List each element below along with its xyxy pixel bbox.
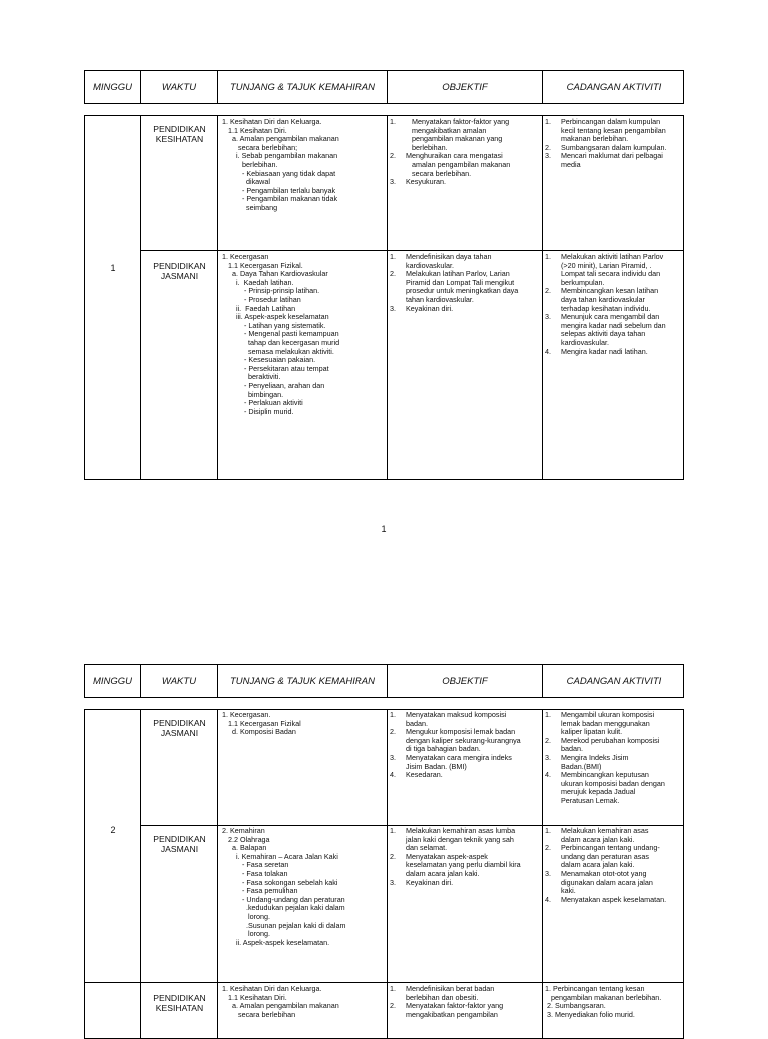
item-number: 2. [390,851,396,861]
item-number: 3. [545,312,551,322]
aktiviti-item [545,771,684,805]
item-text: Menyatakan faktor-faktor yang mengakibatkan pengambilan [406,1001,504,1019]
item-number: 2. [545,142,551,152]
col-divider [542,710,543,1038]
item-number: 1. [390,711,396,719]
header-objektif: OBJEKTIF [388,665,543,697]
table-body-page2 [84,709,684,1039]
tajuk-line: 1. Kecergasan [222,253,269,261]
objektif-item [390,253,540,270]
header-minggu: MINGGU [85,71,141,103]
tajuk-line: lorong. [222,911,270,921]
item-number: 3. [390,877,396,887]
tajuk-line: 1. Kesihatan Diri dan Keluarga. [222,985,322,993]
aktiviti-item [545,152,684,169]
row-divider [140,250,683,251]
tajuk-line: 1.1 Kesihatan Diri. [222,125,287,135]
tajuk-line: - Latihan yang sistematik. [222,320,326,330]
objektif-cell [390,711,540,780]
tajuk-line: berlebihan. [222,159,278,169]
item-text: Mengira kadar nadi latihan. [561,346,648,356]
tajuk-line: lorong. [222,929,270,939]
item-number: 2. [545,735,551,745]
item-text: Mengambil ukuran komposisi lemak badan menggunakan kaliper lipatan kulit. [561,711,655,737]
item-text: Melakukan kemahiran asas lumba jalan kaki dengan teknik yang sah dan selamat. [406,827,516,853]
aktiviti-item [545,348,684,357]
item-number: 3. [390,303,396,313]
tajuk-line: bimbingan. [222,389,284,399]
aktiviti-item [545,287,684,313]
header-objektif: OBJEKTIF [388,71,543,103]
tajuk-line: beraktiviti. [222,372,281,382]
tajuk-line: .Susunan pejalan kaki di dalam [222,920,346,930]
objektif-item [390,305,540,314]
tajuk-line: - Kesesuaian pakaian. [222,355,316,365]
col-divider [217,116,218,479]
header-tajuk: TUNJANG & TAJUK KEMAHIRAN [218,71,388,103]
header-tajuk: TUNJANG & TAJUK KEMAHIRAN [218,665,388,697]
item-text: Menamakan otot-otot yang digunakan dalam acara jalan kaki. [561,868,653,896]
objektif-cell [390,253,540,313]
minggu-number: 1 [110,263,116,273]
objektif-item [390,152,540,178]
item-number: 1. [390,827,396,835]
tajuk-line: secara berlebihan [222,1009,296,1019]
item-number: 4. [390,770,396,780]
tajuk-line: a. Daya Tahan Kardiovaskular [222,269,328,279]
waktu-cell: PENDIDIKAN KESIHATAN [153,993,206,1013]
objektif-item [390,270,540,304]
tajuk-line: - Mengenal pasti kemampuan [222,329,339,339]
tajuk-line: - Penyeliaan, arahan dan [222,380,325,390]
row-divider [140,825,683,826]
aktiviti-item [545,1011,684,1020]
item-text: Menyatakan aspek-aspek keselamatan yang perlu diambil kira dalam acara jalan kaki. [406,851,521,878]
minggu-number: 2 [110,825,116,835]
objektif-item [390,853,540,879]
item-text: Perbincangan dalam kumpulan kecil tentang kesan pengambilan makanan berlebihan. [561,118,666,144]
tajuk-line: - Disiplin murid. [222,406,294,416]
tajuk-line: semasa melakukan aktiviti. [222,346,334,356]
tajuk-line: 1. Kesihatan Diri dan Keluarga. [222,118,322,126]
col-divider [387,116,388,479]
aktiviti-item [545,253,684,287]
tajuk-line: dikawal [222,177,270,187]
item-number: 1. [390,985,396,993]
item-number: 3. [390,177,396,187]
tajuk-line: - Undang-undang dan peraturan [222,894,345,904]
item-text: Merekod perubahan komposisi badan. [561,735,660,754]
item-text: Menyatakan aspek keselamatan. [561,894,667,904]
tajuk-line: a. Amalan pengambilan makanan [222,1001,339,1011]
item-number: 3. [545,752,551,762]
item-text: Sumbangsaran dalam kumpulan. [561,142,667,152]
tajuk-line: ii. Aspek-aspek keselamatan. [222,937,330,947]
item-text: Menunjuk cara mengambil dan mengira kadar nadi sebelum dan selepas aktiviti daya tahan kardiovaskular. [561,312,666,347]
item-text: Membincangkan keputusan ukuran komposisi badan dengan merujuk kepada Jadual Peratusan Lemak. [561,770,665,805]
objektif-item [390,754,540,771]
item-text: 1. Perbincangan tentang kesan pengambilan makanan berlebihan. [545,985,662,1002]
item-text: Kesyukuran. [406,177,446,187]
tajuk-line: 2. Kemahiran [222,827,265,835]
waktu-cell: PENDIDIKAN KESIHATAN [153,124,206,144]
tajuk-cell [222,118,385,213]
waktu-cell: PENDIDIKAN JASMANI [153,834,206,854]
objektif-item [390,985,540,1002]
aktiviti-cell [545,985,684,1019]
aktiviti-cell [545,827,684,904]
item-number: 1. [545,118,551,126]
aktiviti-cell [545,118,684,170]
item-text: Melakukan latihan Parlov, Larian Piramid dan Lompat Tali mengikut prosedur untuk meningkatkan daya tahan kardiovaskular. [406,269,519,304]
objektif-item [390,118,540,152]
header-aktiviti: CADANGAN AKTIVITI [566,675,662,687]
tajuk-line: .kedudukan pejalan kaki dalam [222,903,345,913]
aktiviti-item [545,711,684,737]
tajuk-line: seimbang [222,202,278,212]
tajuk-line: - Prinsip-prinsip latihan. [222,286,320,296]
tajuk-line: 1.1 Kecergasan Fizikal [222,718,301,728]
item-text: Menyatakan cara mengira indeks Jisim Badan. (BMI) [406,752,512,771]
item-text: Keyakinan diri. [406,877,454,887]
aktiviti-item [545,754,684,771]
table-header-page1 [84,70,684,104]
waktu-cell: PENDIDIKAN JASMANI [153,718,206,738]
tajuk-line: a. Balapan [222,843,267,853]
item-text: Melakukan kemahiran asas dalam acara jalan kaki. [561,827,649,844]
col-divider [542,116,543,479]
objektif-item [390,711,540,728]
tajuk-line: - Fasa tolakan [222,868,288,878]
item-text: Menyatakan faktor-faktor yang mengakibatkan amalan pengambilan makanan yang berlebihan. [412,118,510,152]
aktiviti-cell [545,253,684,356]
col-divider [140,710,141,1038]
item-number: 2. [390,269,396,279]
col-divider [217,710,218,1038]
col-divider [387,710,388,1038]
tajuk-line: 2.2 Olahraga [222,834,270,844]
tajuk-line: tahap dan kecergasan murid [222,337,340,347]
tajuk-line: secara berlebihan; [222,142,298,152]
item-text: Mencari maklumat dari pelbagai media [561,151,663,169]
objektif-cell [390,827,540,887]
header-minggu: MINGGU [85,665,141,697]
tajuk-line: iii. Aspek-aspek keselamatan [222,312,329,322]
item-number: 1. [390,118,396,126]
item-text: Membincangkan kesan latihan daya tahan kardiovaskular terhadap kesihatan individu. [561,286,659,313]
aktiviti-item [545,737,684,754]
tajuk-line: - Fasa sokongan sebelah kaki [222,877,338,887]
item-number: 1. [545,711,551,719]
aktiviti-item [545,985,684,1002]
item-number: 1. [390,253,396,261]
tajuk-cell [222,253,385,416]
tajuk-cell [222,827,385,947]
item-number: 3. [390,752,396,762]
tajuk-line: i. Kemahiran – Acara Jalan Kaki [222,851,338,861]
item-text: Kesedaran. [406,770,443,780]
tajuk-line: - Fasa pemulihan [222,886,298,896]
tajuk-line: - Pengambilan terlalu banyak [222,185,336,195]
objektif-item [390,879,540,888]
objektif-item [390,178,540,187]
objektif-item [390,1002,540,1019]
objektif-cell [390,985,540,1019]
objektif-item [390,728,540,754]
tajuk-line: - Persekitaran atau tempat [222,363,329,373]
item-text: 2. Sumbangsaran. [545,1001,606,1011]
table-body-page1 [84,115,684,480]
aktiviti-cell [545,711,684,806]
item-number: 2. [390,1001,396,1011]
item-number: 2. [390,151,396,161]
item-number: 3. [545,868,551,878]
item-number: 1. [545,827,551,835]
tajuk-line: - Pengambilan makanan tidak [222,194,338,204]
tajuk-line: i. Sebab pengambilan makanan [222,151,338,161]
tajuk-cell [222,985,385,1019]
item-number: 2. [545,286,551,296]
tajuk-line: 1.1 Kesihatan Diri. [222,992,287,1002]
tajuk-line: - Prosedur latihan [222,294,301,304]
item-number: 2. [390,727,396,737]
header-waktu: WAKTU [141,71,218,103]
aktiviti-item [545,118,684,144]
aktiviti-item [545,870,684,896]
tajuk-line: d. Komposisi Badan [222,727,296,737]
item-text: Mengira Indeks Jisim Badan.(BMI) [561,752,629,771]
aktiviti-item [545,844,684,870]
tajuk-line: ii. Faedah Latihan [222,303,296,313]
item-text: Mengukur komposisi lemak badan dengan kaliper sekurang-kurangnya di tiga bahagian badan. [406,727,521,754]
waktu-cell: PENDIDIKAN JASMANI [153,261,206,281]
item-text: Menghuraikan cara mengatasi amalan pengambilan makanan secara berlebihan. [406,151,511,178]
item-text: 3. Menyediakan folio murid. [545,1009,635,1019]
tajuk-line: a. Amalan pengambilan makanan [222,134,339,144]
objektif-cell [390,118,540,187]
header-aktiviti: CADANGAN AKTIVITI [566,81,662,93]
item-text: Melakukan aktiviti latihan Parlov (>20 minit), Larian Piramid, . Lompat tali secara individu dan berkumpulan. [561,253,664,287]
aktiviti-item [545,313,684,347]
table-header-page2 [84,664,684,698]
item-text: Mendefinisikan berat badan berlebihan dan obesiti. [406,985,495,1002]
aktiviti-item [545,896,684,905]
objektif-item [390,827,540,853]
item-number: 1. [545,253,551,261]
tajuk-line: - Fasa seretan [222,860,289,870]
tajuk-line: - Perlakuan aktiviti [222,398,303,408]
item-number: 2. [545,843,551,853]
item-number: 4. [545,346,551,356]
row-divider [85,982,683,983]
item-number: 4. [545,894,551,904]
item-number: 4. [545,770,551,780]
tajuk-line: 1.1 Kecergasan Fizikal. [222,260,303,270]
aktiviti-item [545,827,684,844]
item-text: Menyatakan maksud komposisi badan. [406,711,507,728]
tajuk-line: - Kebiasaan yang tidak dapat [222,168,336,178]
item-number: 3. [545,151,551,161]
objektif-item [390,771,540,780]
item-text: Mendefinisikan daya tahan kardiovaskular. [406,253,492,270]
col-divider [140,116,141,479]
item-text: Keyakinan diri. [406,303,454,313]
tajuk-cell [222,711,385,737]
header-waktu: WAKTU [141,665,218,697]
item-text: Perbincangan tentang undang- undang dan peraturan asas dalam acara jalan kaki. [561,843,660,870]
tajuk-line: 1. Kecergasan. [222,711,271,719]
tajuk-line: i. Kaedah latihan. [222,277,294,287]
page-number: 1 [381,524,387,534]
